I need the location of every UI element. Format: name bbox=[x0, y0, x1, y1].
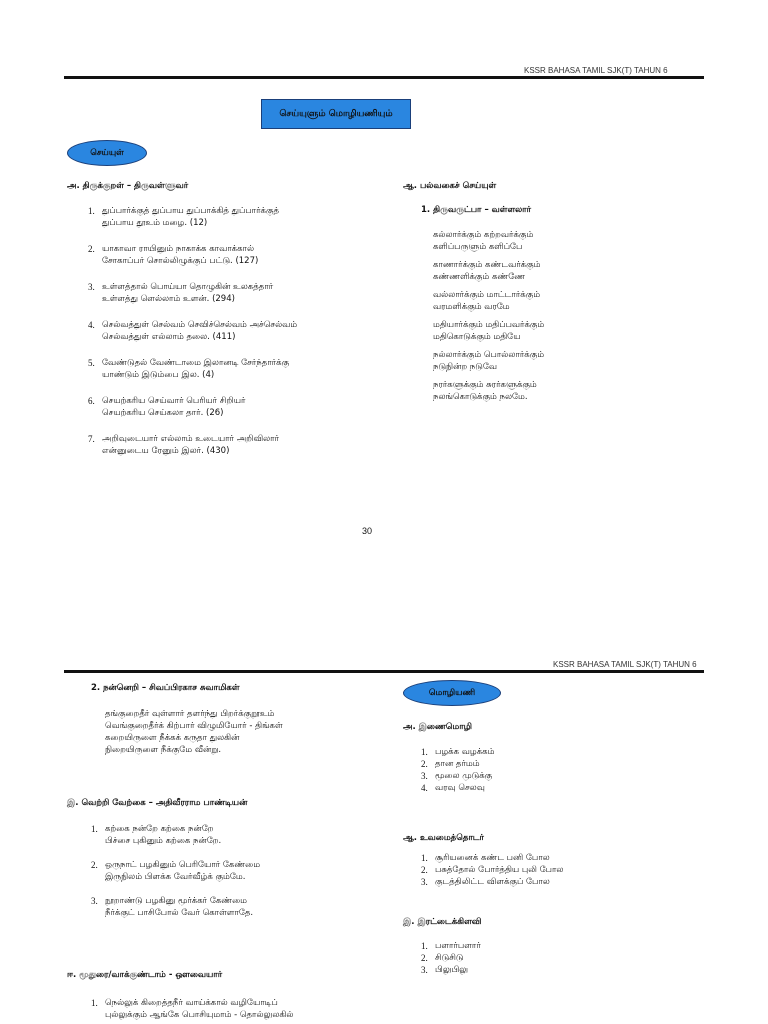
uvamai-heading: ஆ. உவமைத்தொடர் bbox=[403, 833, 485, 843]
item-line: செல்வத்துள் செல்வம் செவிச்செல்வம் அச்செல்வம் bbox=[102, 320, 298, 330]
verse-line: கண்ணளிக்கும் கண்ணே bbox=[433, 272, 526, 282]
list-item bbox=[421, 758, 621, 770]
list-item bbox=[421, 746, 621, 758]
moothurai-heading: ஈ. மூதுரை/வாக்குண்டாம் - ஔவையார் bbox=[67, 970, 223, 980]
item-line: சோகாப்பர் சொல்லிழுக்குப் பட்டு. (127) bbox=[102, 256, 259, 266]
list-item bbox=[421, 964, 621, 976]
page-header-2: KSSR BAHASA TAMIL SJK(T) TAHUN 6 bbox=[553, 660, 697, 669]
item-line: புல்லுக்கும் ஆங்கே பொசியுமாம் - தொல்லுலகில் bbox=[105, 1010, 294, 1020]
item-number: 2. bbox=[88, 244, 95, 254]
nanneri-heading: 2. நன்னெறி – சிவப்பிரகாச சுவாமிகள் bbox=[91, 683, 240, 693]
inaimozhi-heading: அ. இணைமொழி bbox=[403, 722, 473, 732]
item-text: தான தர்மம் bbox=[435, 759, 480, 769]
list-item bbox=[421, 876, 671, 888]
item-line: என்னுடைய ரேனும் இலர். (430) bbox=[102, 446, 230, 456]
header-rule bbox=[64, 76, 704, 79]
vetri-verkai-list bbox=[91, 823, 361, 919]
item-number: 1. bbox=[421, 941, 428, 951]
verse-stanza bbox=[433, 379, 683, 403]
item-line: ஒருநாட் பழகினும் பெரியோர் கேண்மை bbox=[105, 860, 261, 870]
list-item bbox=[91, 895, 361, 919]
verse-line: தங்குறைதீர் வுள்ளார் தளர்ந்து பிறர்க்குறூஉம் bbox=[105, 709, 275, 719]
item-text: பழக்க வழக்கம் bbox=[435, 747, 495, 757]
item-number: 7. bbox=[88, 434, 95, 444]
list-item bbox=[88, 357, 388, 381]
list-item bbox=[88, 243, 388, 267]
list-item bbox=[88, 281, 388, 305]
nanneri-verse bbox=[105, 708, 365, 756]
section-palvagai-heading: ஆ. பல்வகைச் செய்யுள் bbox=[403, 181, 497, 191]
list-item bbox=[421, 782, 621, 794]
irattaikilavi-heading: இ. இரட்டைக்கிளவி bbox=[403, 917, 482, 927]
item-number: 1. bbox=[88, 206, 95, 216]
verse-line: நடுநின்ற நடுவே bbox=[433, 362, 498, 372]
list-item bbox=[421, 770, 621, 782]
item-number: 3. bbox=[91, 896, 98, 906]
verse-stanza bbox=[433, 319, 683, 343]
list-item bbox=[421, 852, 671, 864]
item-number: 4. bbox=[421, 783, 428, 793]
item-line: உள்ளத்தால் பொய்யா தொழுகின் உலகத்தார் bbox=[102, 282, 274, 292]
inaimozhi-list bbox=[421, 746, 621, 794]
item-line: நெல்லுக் கிறைத்தநீர் வாய்க்கால் வழியோடிப் bbox=[105, 998, 278, 1008]
verse-line: வரமளிக்கும் வரமே bbox=[433, 302, 510, 312]
verse-line: நல்லார்க்கும் பொல்லார்க்கும் bbox=[433, 350, 545, 360]
item-number: 2. bbox=[421, 953, 428, 963]
item-number: 1. bbox=[421, 853, 428, 863]
item-number: 3. bbox=[421, 771, 428, 781]
thirukkural-list bbox=[88, 205, 388, 457]
item-number: 1. bbox=[91, 824, 98, 834]
list-item bbox=[91, 823, 361, 847]
verse-line: மதியார்க்கும் மதிப்பவர்க்கும் bbox=[433, 320, 545, 330]
item-number: 3. bbox=[88, 282, 95, 292]
list-item bbox=[421, 940, 621, 952]
list-item bbox=[88, 319, 388, 343]
item-number: 3. bbox=[421, 965, 428, 975]
page-header: KSSR BAHASA TAMIL SJK(T) TAHUN 6 bbox=[524, 66, 668, 75]
verse-line: கறையிருளை நீக்கக் கருதா துலகின் bbox=[105, 733, 240, 743]
header-rule-2 bbox=[64, 670, 704, 673]
verse-line: வெங்குறைதீர்க் கிற்பார் விழுமியோர் - திங்கள் bbox=[105, 721, 283, 731]
irattaikilavi-list bbox=[421, 940, 621, 976]
item-line: உள்ளத்து ளெல்லாம் உளன். (294) bbox=[102, 294, 235, 304]
verse-stanza bbox=[433, 259, 683, 283]
list-item bbox=[91, 859, 361, 883]
verse-line: காணார்க்கும் கண்டவர்க்கும் bbox=[433, 260, 541, 270]
item-number: 2. bbox=[91, 860, 98, 870]
uvamai-list bbox=[421, 852, 671, 888]
item-line: நூறாண்டு பழகினு மூர்க்கர் கேண்மை bbox=[105, 896, 247, 906]
verse-line: மதிகொடுக்கும் மதியே bbox=[433, 332, 521, 342]
item-line: செல்வத்துள் எல்லாம் தலை. (411) bbox=[102, 332, 236, 342]
list-item bbox=[88, 433, 388, 457]
moothurai-list bbox=[91, 997, 371, 1021]
item-line: இருநிலம் பிளக்க வேர்வீழ்க் கும்மே. bbox=[105, 872, 246, 882]
section-thirukkural-heading: அ. திருக்குறள் – திருவள்ளுவர் bbox=[67, 181, 189, 191]
verse-line: நரர்களுக்கும் சுரர்களுக்கும் bbox=[433, 380, 537, 390]
vetri-verkai-heading: இ. வெற்றி வேற்கை – அதிவீரராம பாண்டியன் bbox=[67, 798, 248, 808]
pill-label: செய்யுள் bbox=[90, 147, 124, 158]
item-line: யாண்டும் இடும்பை இல. (4) bbox=[102, 370, 215, 380]
verse-line: நலங்கொடுக்கும் நலமே. bbox=[433, 392, 528, 402]
item-number: 1. bbox=[421, 747, 428, 757]
list-item bbox=[88, 205, 388, 229]
verse-line: களிப்பருளும் களிப்பே bbox=[433, 242, 523, 252]
item-number: 3. bbox=[421, 877, 428, 887]
list-item bbox=[421, 864, 671, 876]
page-number: 30 bbox=[362, 526, 373, 536]
item-line: அறிவுடையார் எல்லாம் உடையார் அறிவிலார் bbox=[102, 434, 280, 444]
item-number: 6. bbox=[88, 396, 95, 406]
verse-line: வல்லார்க்கும் மாட்டார்க்கும் bbox=[433, 290, 541, 300]
item-text: பிலுபிலு bbox=[435, 965, 469, 975]
item-text: வரவு செலவு bbox=[435, 783, 485, 793]
verse-stanza bbox=[433, 289, 683, 313]
item-number: 5. bbox=[88, 358, 95, 368]
item-text: மூலை முடுக்கு bbox=[435, 771, 493, 781]
item-text: குடத்திலிட்ட விளக்குப் போல bbox=[435, 877, 550, 887]
thiruvarutpa-heading: 1. திருவருட்பா – வள்ளலார் bbox=[421, 205, 532, 215]
list-item bbox=[91, 997, 371, 1021]
item-text: சூரியனைக் கண்ட பனி போல bbox=[435, 853, 550, 863]
page-title: செய்யுளும் மொழியணியும் bbox=[279, 108, 393, 119]
verse-line: நிறையிருளை நீக்குமே வீன்று. bbox=[105, 745, 222, 755]
pill-mozhiyani bbox=[403, 680, 501, 706]
verse-stanza bbox=[433, 349, 683, 373]
verse-line: கல்லார்க்கும் கற்றவர்க்கும் bbox=[433, 230, 534, 240]
item-line: பிச்சை புகினும் கற்கை நன்றே. bbox=[105, 836, 222, 846]
item-line: யாகாவா ராயினும் நாகாக்க காவாக்கால் bbox=[102, 244, 255, 254]
item-line: வேண்டுதல் வேண்டாமை இலானடி சேர்ந்தார்க்கு bbox=[102, 358, 290, 368]
item-line: துப்பார்க்குத் துப்பாய துப்பாக்கித் துப்பார்க்குத் bbox=[102, 206, 280, 216]
item-line: துப்பாய தூஉம் மழை. (12) bbox=[102, 218, 208, 228]
item-number: 2. bbox=[421, 759, 428, 769]
item-text: பசுத்தோல் போர்த்திய புலி போல bbox=[435, 865, 564, 875]
item-number: 4. bbox=[88, 320, 95, 330]
item-line: செயற்கரிய செய்கலா தார். (26) bbox=[102, 408, 224, 418]
item-text: சிடுசிடு bbox=[435, 953, 464, 963]
pill-label-2: மொழியணி bbox=[428, 687, 476, 698]
list-item bbox=[88, 395, 388, 419]
page-title-box bbox=[261, 99, 411, 129]
pill-seyyul bbox=[67, 140, 147, 166]
item-line: செயற்கரிய செய்வார் பெரியர் சிறியர் bbox=[102, 396, 246, 406]
item-number: 1. bbox=[91, 998, 98, 1008]
list-item bbox=[421, 952, 621, 964]
item-text: பளார்பளார் bbox=[435, 941, 481, 951]
item-line: நீர்க்குட் பாசிபோல் வேர் கொள்ளாதே. bbox=[105, 908, 254, 918]
verse-stanza bbox=[433, 229, 683, 253]
item-number: 2. bbox=[421, 865, 428, 875]
item-line: கற்கை நன்றே கற்கை நன்றே bbox=[105, 824, 214, 834]
thiruvarutpa-verse bbox=[433, 229, 683, 409]
